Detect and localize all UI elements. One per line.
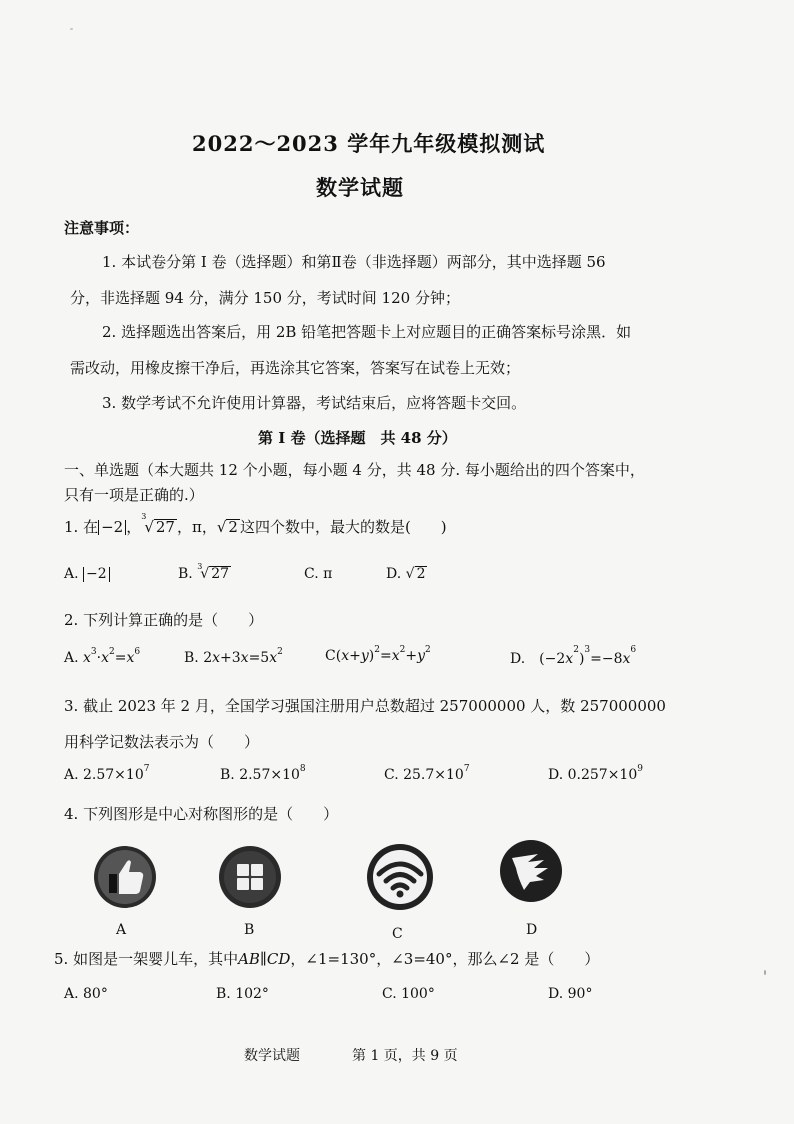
q2-option-b[interactable]: B. $2x+3x=5x^2$: [184, 647, 283, 666]
wing-icon[interactable]: [498, 838, 564, 904]
q3-option-c[interactable]: [384, 764, 470, 783]
q5-option-b[interactable]: B. 102°: [216, 986, 269, 1002]
q1-root1: 27: [155, 518, 175, 536]
q3-option-a-exp: 7: [143, 764, 150, 774]
question-5-stem: [54, 948, 599, 969]
q5-stem-parallel: AB∥CD: [238, 950, 291, 968]
q1-option-a[interactable]: [64, 566, 110, 582]
thumbs-up-icon[interactable]: [92, 844, 158, 910]
q1-post: 这四个数中，最大的数是( ): [239, 518, 447, 536]
question-3-line1: 3. 截止 2023 年 2 月，全国学习强国注册用户总数超过 257000000 人，数 257000000: [64, 697, 666, 715]
q5-option-c[interactable]: C. 100°: [382, 986, 435, 1002]
exam-title: 2022～2023 学年九年级模拟测试: [192, 131, 546, 156]
q1-option-b[interactable]: B. $^3$√ 27: [178, 562, 230, 582]
q4-label-c: C: [392, 926, 403, 942]
q1-sep1: ，: [126, 518, 142, 536]
q5-stem-post: ，∠1=130°，∠3=40°，那么∠2 是（ ）: [290, 950, 600, 968]
q3-option-d-exp: 9: [637, 764, 643, 774]
q1-root2: 2: [228, 518, 238, 536]
q3-option-a[interactable]: [64, 764, 150, 783]
footer-page-number: 第 1 页，共 9 页: [352, 1048, 458, 1064]
q2-option-d-label: D.: [510, 651, 526, 667]
q3-option-c-text: C. 25.7×10: [384, 767, 464, 783]
question-3-line2: 用科学记数法表示为（ ）: [64, 733, 260, 751]
note-1-line1: 1. 本试卷分第 I 卷（选择题）和第Ⅱ卷（非选择题）两部分，其中选择题 56: [102, 253, 606, 271]
q1-pre: 1. 在: [64, 518, 99, 536]
q1-option-b-index: 3: [197, 562, 203, 571]
question-2-stem: 2. 下列计算正确的是（ ）: [64, 611, 264, 629]
footer-title: 数学试题: [244, 1048, 300, 1064]
q5-stem-pre: 5. 如图是一架婴儿车，其中: [54, 950, 239, 968]
q1-option-d-label: D.: [386, 566, 402, 582]
q2-option-b-label: B.: [184, 650, 199, 666]
note-3: 3. 数学考试不允许使用计算器，考试结束后，应将答题卡交回。: [102, 394, 527, 412]
q4-label-d: D: [526, 922, 538, 938]
exam-subtitle: 数学试题: [316, 175, 404, 200]
question-4-stem: 4. 下列图形是中心对称图形的是（ ）: [64, 805, 339, 823]
q2-option-c-label: C: [325, 648, 336, 664]
q1-sep2: ，π，: [176, 518, 217, 536]
section-intro-line1: 一、单选题（本大题共 12 个小题，每小题 4 分，共 48 分. 每小题给出的四个答案中，: [64, 461, 645, 479]
q3-option-c-exp: 7: [463, 764, 470, 774]
q1-option-c[interactable]: C. π: [304, 566, 333, 582]
q3-option-d-text: D. 0.257×10: [548, 767, 638, 783]
q3-option-b[interactable]: [220, 764, 306, 783]
q4-label-a: A: [116, 922, 127, 938]
q1-abs: −2: [98, 520, 126, 535]
note-2-line2: 需改动，用橡皮擦干净后，再选涂其它答案，答案写在试卷上无效；: [70, 359, 521, 377]
windows-grid-icon[interactable]: [217, 844, 283, 910]
q5-option-d[interactable]: D. 90°: [548, 986, 593, 1002]
section-intro-line2: 只有一项是正确的.）: [64, 486, 204, 504]
question-1-stem: 1. 在 −2 ，$^3$√ 27 ，π，√ 2 这四个数中，最大的数是( ): [64, 512, 447, 536]
q2-option-a[interactable]: A. $x^3\cdot x^2=x^6$: [64, 647, 141, 666]
q1-option-b-value: 27: [211, 566, 230, 582]
q2-option-a-label: A.: [64, 650, 79, 666]
q1-option-d[interactable]: D. √ 2: [386, 566, 426, 582]
q1-option-d-value: 2: [416, 566, 426, 582]
q5-option-a[interactable]: A. 80°: [64, 986, 108, 1002]
q2-option-d[interactable]: D. $(-2x^2)^3=-8x^6$: [510, 645, 637, 667]
q1-option-a-value: −2: [83, 567, 110, 582]
note-1-line2: 分，非选择题 94 分，满分 150 分，考试时间 120 分钟；: [70, 289, 460, 307]
q1-option-b-label: B.: [178, 566, 193, 582]
section-title: 第 I 卷（选择题 共 48 分）: [258, 429, 457, 447]
q4-label-b: B: [244, 922, 255, 938]
q3-option-d[interactable]: [548, 764, 643, 783]
note-2-line1: 2. 选择题选出答案后，用 2B 铅笔把答题卡上对应题目的正确答案标号涂黑．如: [102, 323, 632, 341]
wifi-icon[interactable]: [365, 842, 435, 912]
scan-speck: [764, 970, 766, 975]
scan-speck: [70, 28, 73, 30]
q1-option-a-label: A.: [64, 566, 79, 582]
q2-option-c[interactable]: $C(x+y)^2=x^2+y^2$: [325, 645, 431, 664]
q3-option-a-text: A. 2.57×10: [64, 767, 144, 783]
q3-option-b-text: B. 2.57×10: [220, 767, 300, 783]
q3-option-b-exp: 8: [299, 764, 306, 774]
notes-heading: 注意事项：: [64, 219, 140, 237]
q1-root-index: 3: [141, 512, 147, 521]
